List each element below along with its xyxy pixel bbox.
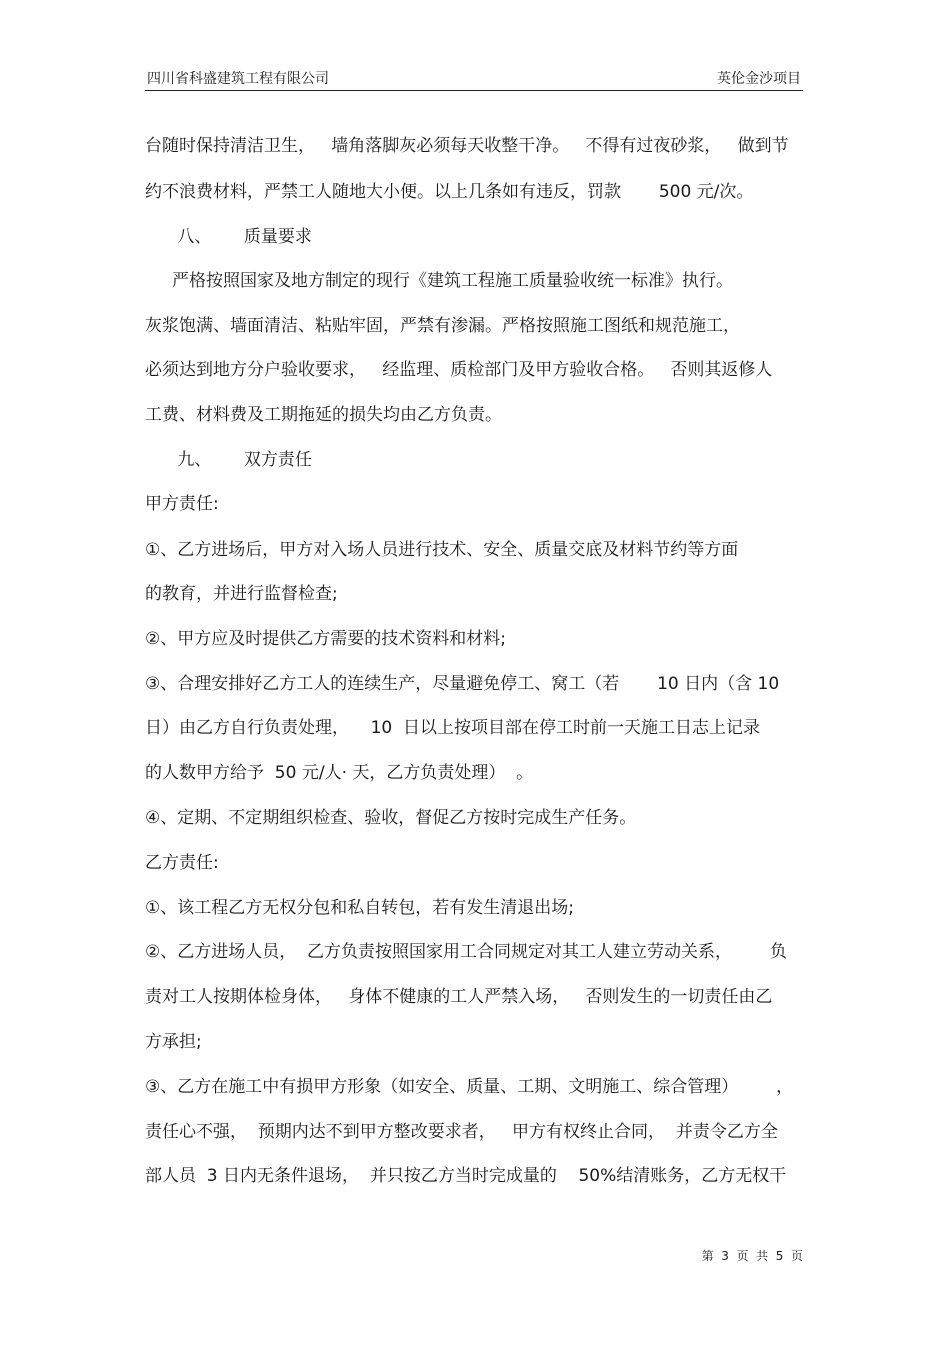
body-line: 的人数甲方给予 50 元/人· 天，乙方负责处理） 。 xyxy=(145,763,534,783)
subheading: 乙方责任: xyxy=(145,853,219,873)
body-line: 方承担; xyxy=(145,1032,202,1052)
subheading: 甲方责任: xyxy=(145,494,219,514)
body-line: 严格按照国家及地方制定的现行《建筑工程施工质量验收统一标准》执行。 xyxy=(145,271,734,291)
company-name: 四川省科盛建筑工程有限公司 xyxy=(147,71,329,87)
body-line: 灰浆饱满、墙面清洁、粘贴牢固，严禁有渗漏。严格按照施工图纸和规范施工， xyxy=(145,316,740,336)
body-line: ④、定期、不定期组织检查、验收，督促乙方按时完成生产任务。 xyxy=(145,808,637,828)
section-heading: 八、 质量要求 xyxy=(145,227,312,247)
project-name: 英伦金沙项目 xyxy=(717,71,801,87)
body-line: 必须达到地方分户验收要求， 经监理、质检部门及甲方验收合格。 否则其返修人 xyxy=(145,360,773,380)
page-header xyxy=(145,70,803,91)
page-number: 第 3 页 共 5 页 xyxy=(701,1249,803,1263)
body-line: 工费、材料费及工期拖延的损失均由乙方负责。 xyxy=(145,405,502,425)
body-line: ②、乙方进场人员， 乙方负责按照国家用工合同规定对其工人建立劳动关系， 负 xyxy=(145,942,787,962)
body-line: 日）由乙方自行负责处理， 10 日以上按项目部在停工时前一天施工日志上记录 xyxy=(145,718,761,738)
body-line: ①、该工程乙方无权分包和私自转包，若有发生清退出场; xyxy=(145,898,574,918)
body-line: 台随时保持清洁卫生， 墙角落脚灰必须每天收整干净。 不得有过夜砂浆， 做到节 xyxy=(145,136,789,156)
section-heading: 九、 双方责任 xyxy=(145,450,312,470)
body-line: ①、乙方进场后，甲方对入场人员进行技术、安全、质量交底及材料节约等方面 xyxy=(145,540,739,560)
body-line: ②、甲方应及时提供乙方需要的技术资料和材料; xyxy=(145,629,506,649)
body-line: 的教育，并进行监督检查; xyxy=(145,584,338,604)
body-line: ③、合理安排好乙方工人的连续生产，尽量避免停工、窝工（若 10 日内（含 10 xyxy=(145,674,780,694)
body-line: 约不浪费材料，严禁工人随地大小便。以上几条如有违反，罚款 500 元/次。 xyxy=(145,182,754,202)
body-line: ③、乙方在施工中有损甲方形象（如安全、质量、工期、文明施工、综合管理） ， xyxy=(145,1077,794,1097)
body-line: 责任心不强， 预期内达不到甲方整改要求者， 甲方有权终止合同， 并责令乙方全 xyxy=(145,1122,778,1142)
body-line: 责对工人按期体检身体， 身体不健康的工人严禁入场， 否则发生的一切责任由乙 xyxy=(145,987,773,1007)
body-line: 部人员 3 日内无条件退场， 并只按乙方当时完成量的 50%结清账务，乙方无权干 xyxy=(145,1166,787,1186)
